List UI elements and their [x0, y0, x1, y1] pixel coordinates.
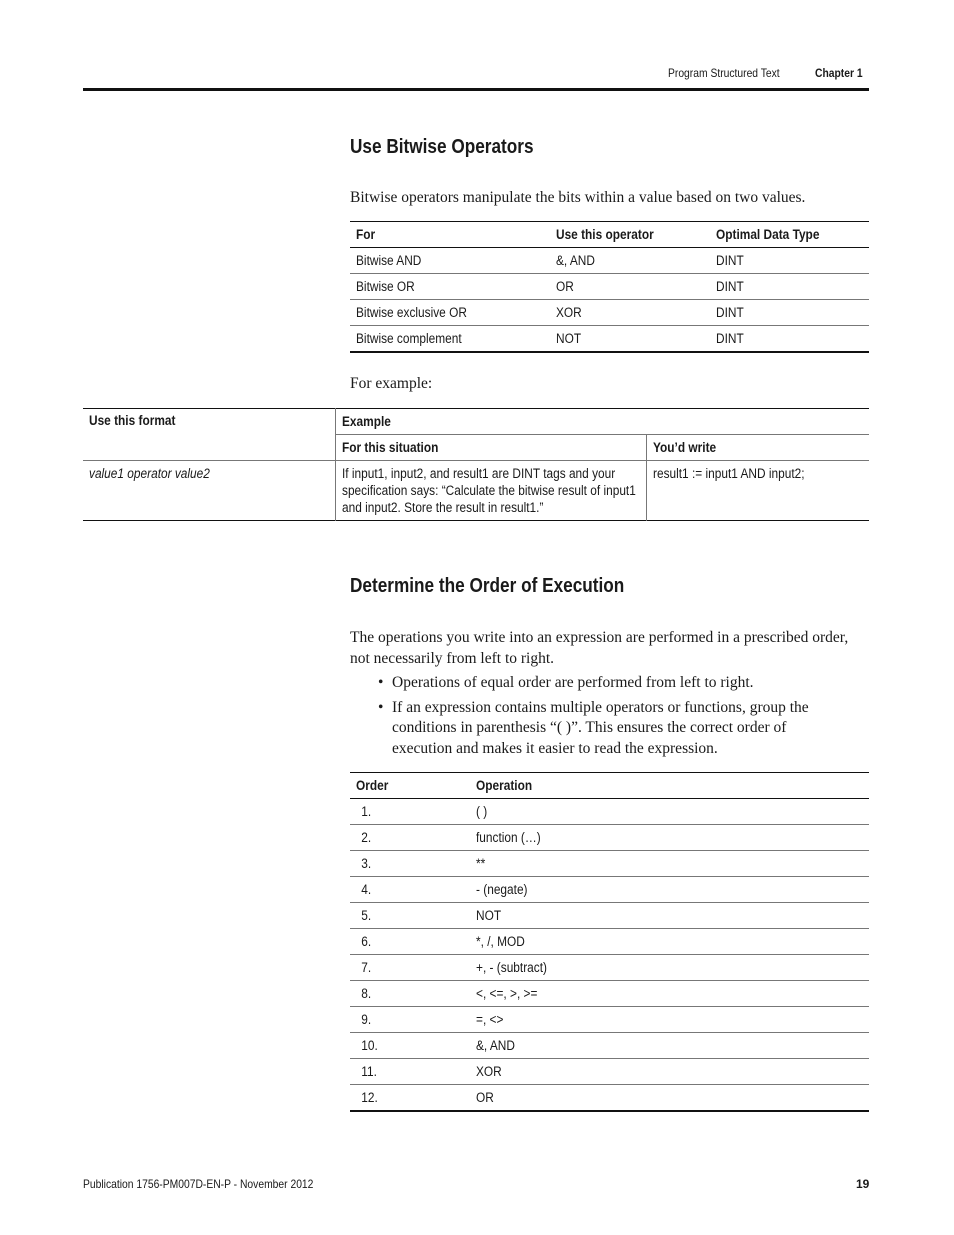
table-row [350, 1007, 869, 1033]
bullet-icon: • [378, 698, 384, 716]
table-row [350, 274, 869, 300]
table-row [350, 877, 869, 903]
table-cell: DINT [716, 253, 744, 268]
order-cell: 2. [361, 830, 372, 845]
table-header-row [350, 222, 869, 248]
table-cell: DINT [716, 279, 744, 294]
order-cell: 8. [361, 986, 372, 1001]
list-item: • Operations of equal order are performed from left to right. [378, 673, 848, 694]
footer-publication: Publication 1756-PM007D-EN-P - November 2012 [83, 1177, 314, 1191]
table-row [350, 248, 869, 274]
header-rule [83, 88, 869, 91]
operation-cell: OR [476, 1090, 494, 1105]
table-row [350, 981, 869, 1007]
table-row [350, 903, 869, 929]
table-row [350, 929, 869, 955]
order-intro: The operations you write into an expression are performed in a prescribed order, not necessarily from left to right. [350, 629, 849, 667]
list-item: • If an expression contains multiple operators or functions, group the conditions in parenthesis “( )”. This ensures the correct order of execution and makes it easier to read the expression. [378, 698, 809, 757]
table-row [350, 1033, 869, 1059]
order-cell: 5. [361, 908, 372, 923]
operation-cell: *, /, MOD [476, 934, 525, 949]
table-row [350, 851, 869, 877]
table-row [350, 300, 869, 326]
table-cell: NOT [556, 331, 582, 346]
order-cell: 9. [361, 1012, 372, 1027]
table-cell: Bitwise exclusive OR [356, 305, 467, 320]
table-row [83, 461, 869, 521]
order-cell: 11. [361, 1064, 377, 1079]
column-header-write: You’d write [652, 440, 716, 455]
running-header-section: Program Structured Text [668, 66, 780, 80]
order-heading: Determine the Order of Execution [350, 575, 625, 597]
operation-cell: - (negate) [476, 882, 528, 897]
running-header-chapter: Chapter 1 [815, 66, 863, 80]
table-cell: Bitwise AND [356, 253, 422, 268]
table-cell: Bitwise complement [356, 331, 462, 346]
order-cell: 7. [361, 960, 372, 975]
operation-cell: function (…) [476, 830, 541, 845]
order-cell: 10. [361, 1038, 378, 1053]
table-cell: DINT [716, 305, 744, 320]
column-header-format: Use this format [89, 413, 176, 428]
table-row [350, 955, 869, 981]
table-row [350, 799, 869, 825]
operation-cell: ( ) [476, 804, 488, 819]
column-header-order: Order [356, 778, 389, 793]
table-cell: &, AND [556, 253, 595, 268]
operation-cell: =, <> [476, 1012, 504, 1027]
page-number: 19 [856, 1177, 870, 1191]
table-cell: DINT [716, 331, 744, 346]
order-cell: 6. [361, 934, 372, 949]
table-cell: Bitwise OR [356, 279, 415, 294]
order-cell: 1. [361, 804, 372, 819]
format-cell: value1 operator value2 [89, 466, 210, 481]
order-cell: 12. [361, 1090, 378, 1105]
table-row [350, 825, 869, 851]
column-header-situation: For this situation [341, 440, 438, 455]
order-table-body [350, 799, 869, 1112]
column-header-data-type: Optimal Data Type [716, 227, 820, 242]
table-header-row [350, 773, 869, 799]
operation-cell: &, AND [476, 1038, 515, 1053]
write-cell: result1 := input1 AND input2; [652, 466, 805, 481]
order-cell: 3. [361, 856, 372, 871]
bullet-icon: • [378, 674, 384, 691]
table-row [350, 1059, 869, 1085]
operation-cell: XOR [476, 1064, 502, 1079]
order-cell: 4. [361, 882, 372, 897]
table-row [350, 326, 869, 353]
operation-cell: +, - (subtract) [476, 960, 547, 975]
operation-cell: NOT [476, 908, 502, 923]
operation-cell: <, <=, >, >= [476, 986, 538, 1001]
operation-cell: ** [476, 856, 486, 871]
bitwise-operators-table [350, 221, 869, 353]
column-header-operation: Operation [476, 778, 533, 793]
column-header-operator: Use this operator [556, 227, 654, 242]
bitwise-intro: Bitwise operators manipulate the bits within a value based on two values. [350, 189, 806, 206]
column-header-example: Example [341, 414, 391, 429]
table-cell: XOR [556, 305, 582, 320]
example-table [83, 408, 869, 521]
example-intro: For example: [350, 375, 433, 392]
order-bullets [378, 673, 848, 763]
column-header-for: For [356, 227, 376, 242]
table-cell: OR [556, 279, 574, 294]
order-of-execution-table [350, 772, 869, 1112]
situation-cell: If input1, input2, and result1 are DINT tags and your specification says: “Calculate the bitwise result of input1 and input2. Store the result in result1.” [341, 466, 636, 515]
bitwise-heading: Use Bitwise Operators [350, 136, 534, 158]
table-row [350, 1085, 869, 1112]
